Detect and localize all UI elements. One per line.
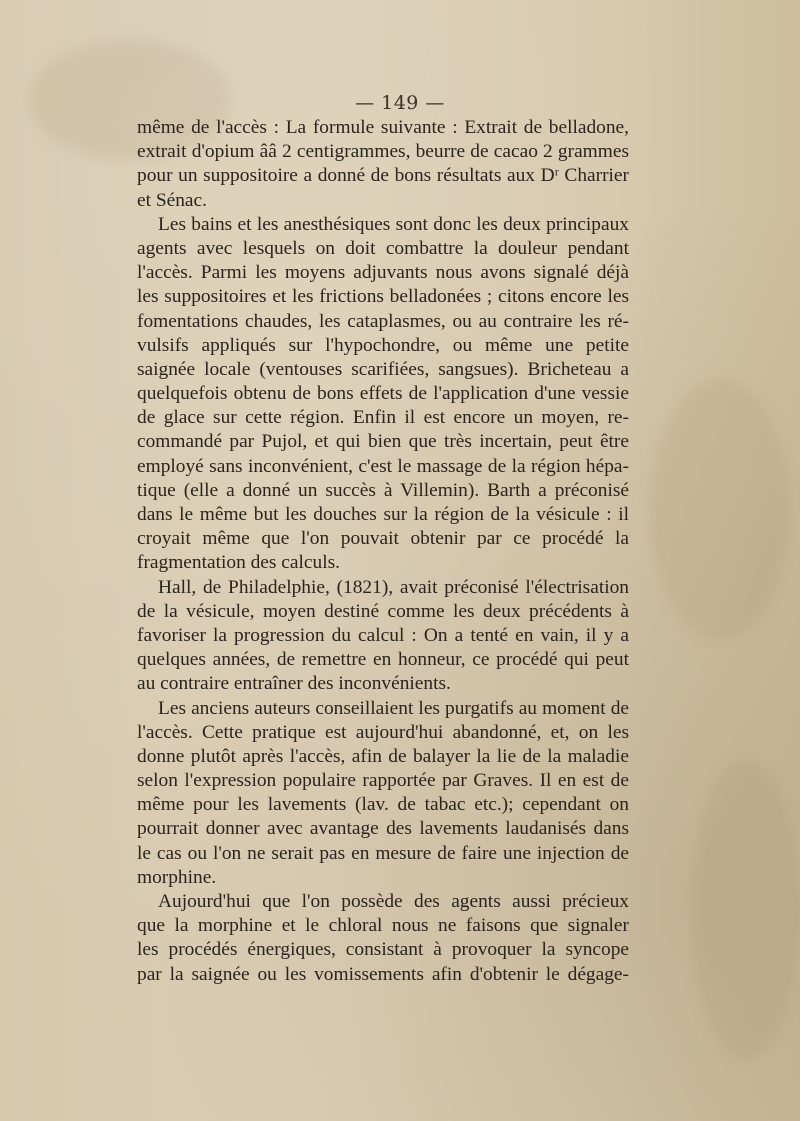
text-line: au contraire entraîner des inconvénients. bbox=[137, 673, 451, 695]
text-line: et Sénac. bbox=[137, 189, 207, 211]
text-line: pourrait donner avec avantage des lavements laudanisés dans bbox=[137, 818, 629, 840]
text-line: donne plutôt après l'accès, afin de balayer la lie de la maladie bbox=[137, 745, 629, 767]
paper-stain bbox=[690, 760, 800, 1060]
text-line: de glace sur cette région. Enfin il est encore un moyen, re- bbox=[137, 407, 629, 429]
text-line: employé sans inconvénient, c'est le massage de la région hépa- bbox=[137, 455, 629, 477]
text-line: fomentations chaudes, les cataplasmes, ou au contraire les ré- bbox=[137, 310, 629, 332]
text-line: même de l'accès : La formule suivante : Extrait de belladone, bbox=[137, 117, 629, 138]
text-line: vulsifs appliqués sur l'hypochondre, ou même une petite bbox=[137, 334, 629, 356]
text-line: dans le même but les douches sur la région de la vésicule : il bbox=[137, 504, 629, 525]
text-line: même pour les lavements (lav. de tabac etc.); cependant on bbox=[137, 794, 629, 816]
text-line: Les anciens auteurs conseillaient les purgatifs au moment de bbox=[158, 697, 629, 719]
text-line: saignée locale (ventouses scarifiées, sangsues). Bricheteau a bbox=[137, 358, 629, 380]
text-line: agents avec lesquels on doit combattre la douleur pendant bbox=[137, 237, 629, 259]
page-number: — 149 — bbox=[355, 92, 445, 114]
text-line: l'accès. Cette pratique est aujourd'hui abandonné, et, on les bbox=[137, 721, 629, 743]
text-line: de la vésicule, moyen destiné comme les deux précédents à bbox=[137, 600, 629, 622]
text-line: quelques années, de remettre en honneur, ce procédé qui peut bbox=[137, 649, 629, 671]
text-line: Hall, de Philadelphie, (1821), avait préconisé l'électrisation bbox=[158, 576, 629, 598]
text-line: morphine. bbox=[137, 866, 217, 888]
text-line: extrait d'opium ââ 2 centigrammes, beurre de cacao 2 grammes bbox=[137, 141, 629, 163]
text-line: commandé par Pujol, et qui bien que très incertain, peut être bbox=[137, 431, 629, 453]
text-line: le cas ou l'on ne serait pas en mesure de faire une injection de bbox=[137, 842, 629, 864]
text-line: les procédés énergiques, consistant à provoquer la syncope bbox=[137, 939, 629, 961]
text-line: Aujourd'hui que l'on possède des agents aussi précieux bbox=[158, 891, 629, 912]
text-line: que la morphine et le chloral nous ne faisons que signaler bbox=[137, 915, 629, 937]
text-line: croyait même que l'on pouvait obtenir par ce procédé la bbox=[137, 528, 629, 550]
text-line: tique (elle a donné un succès à Villemin). Barth a préconisé bbox=[137, 479, 629, 501]
text-line: quelquefois obtenu de bons effets de l'application d'une vessie bbox=[137, 383, 629, 405]
text-line: l'accès. Parmi les moyens adjuvants nous avons signalé déjà bbox=[137, 262, 629, 284]
text-line: pour un suppositoire a donné de bons résultats aux Dʳ Charrier bbox=[137, 165, 629, 187]
paper-stain bbox=[650, 380, 790, 640]
text-line: Les bains et les anesthésiques sont donc les deux principaux bbox=[158, 213, 629, 235]
text-line: les suppositoires et les frictions belladonées ; citons encore les bbox=[137, 286, 629, 308]
text-line: par la saignée ou les vomissements afin d'obtenir le dégage- bbox=[137, 963, 629, 985]
text-line: selon l'expression populaire rapportée par Graves. Il en est de bbox=[137, 770, 629, 792]
body-text bbox=[137, 116, 629, 987]
text-line: fragmentation des calculs. bbox=[137, 552, 340, 574]
text-line: favoriser la progression du calcul : On a tenté en vain, il y a bbox=[137, 624, 629, 646]
